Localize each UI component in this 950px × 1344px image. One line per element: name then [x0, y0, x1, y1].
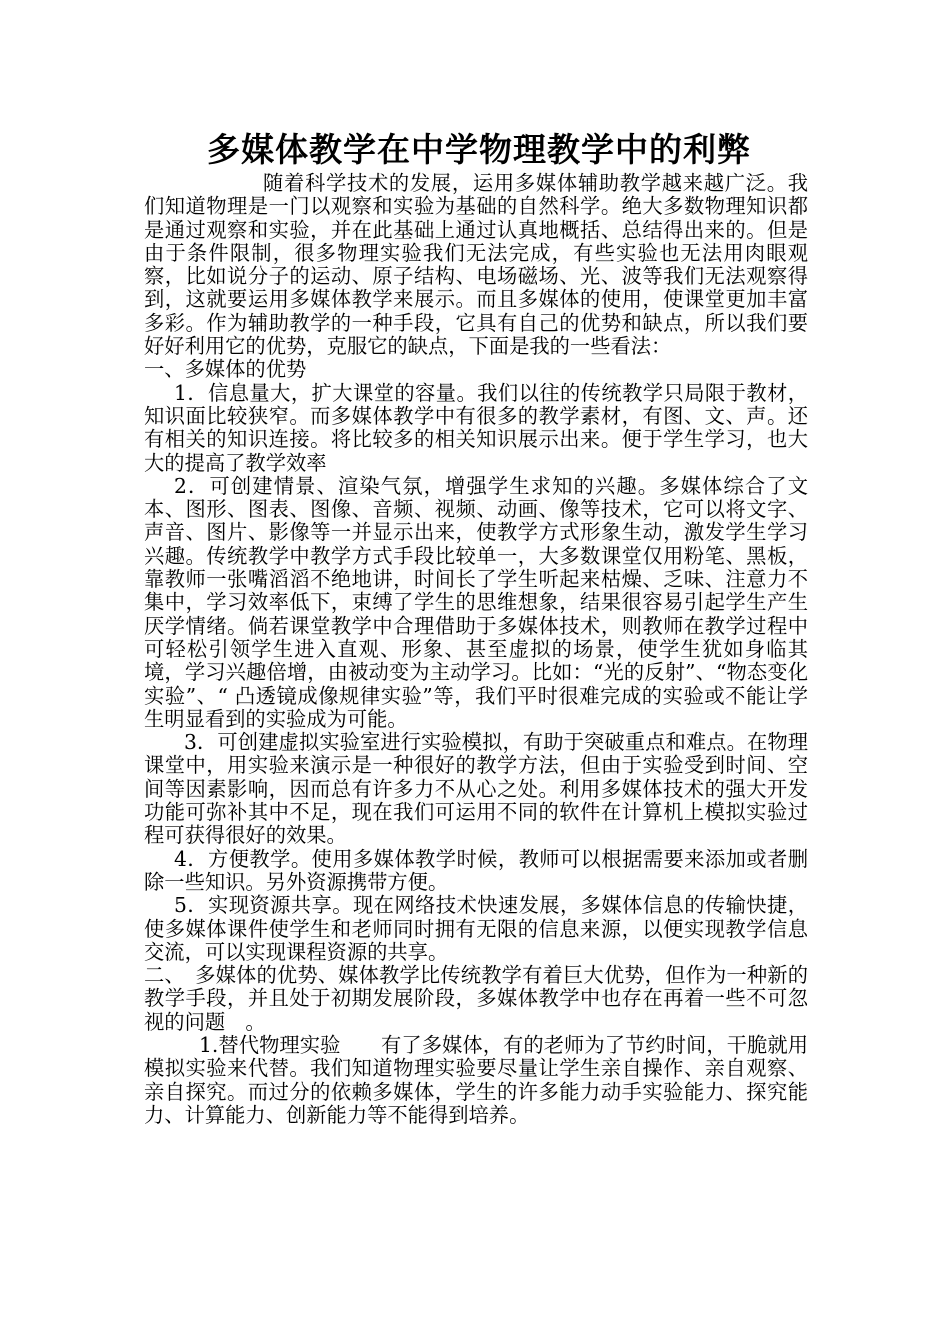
intro-paragraph: 随着科学技术的发展，运用多媒体辅助教学越来越广泛。我们知道物理是一门以观察和实验为基础的自然科学。绝大多数物理知识都是通过观察和实验，并在此基础上通过认真地概括、总结得出来的。但是由于条件限制，很多物理实验我们无法完成，有些实验也无法用肉眼观察，比如说分子的运动、原子结构、电场磁场、光、波等我们无法观察得到，这就要运用多媒体教学来展示。而且多媒体的使用，使课堂更加丰富多彩。作为辅助教学的一种手段，它具有自己的优势和缺点，所以我们要好好利用它的优势，克服它的缺点，下面是我的一些看法： [144, 171, 808, 359]
advantage-item-3: 3．可创建虚拟实验室进行实验模拟，有助于突破重点和难点。在物理课堂中，用实验来演示是一种很好的教学方法，但由于实验受到时间、空间等因素影响，因而总有许多力不从心之处。利用多媒体技术的强大开发功能可弥补其中不足，现在我们可运用不同的软件在计算机上模拟实验过程可获得很好的效果。 [144, 730, 808, 848]
disadvantage-item-1: 1.替代物理实验 有了多媒体，有的老师为了节约时间，干脆就用模拟实验来代替。我们知道物理实验要尽量让学生亲自操作、亲自观察、亲自探究。而过分的依赖多媒体，学生的许多能力动手实验能力、探究能力、计算能力、创新能力等不能得到培养。 [144, 1032, 808, 1127]
section-heading-advantages: 一、多媒体的优势 [144, 357, 307, 382]
document-page [144, 128, 808, 1127]
document-title: 多媒体教学在中学物理教学中的利弊 [207, 130, 751, 169]
advantage-item-5: 5．实现资源共享。现在网络技术快速发展，多媒体信息的传输快捷，使多媒体课件使学生和老师同时拥有无限的信息来源，以便实现教学信息交流，可以实现课程资源的共享。 [144, 893, 808, 964]
section-two-paragraph: 二、 多媒体的优势、媒体教学比传统教学有着巨大优势，但作为一种新的教学手段，并且处于初期发展阶段，多媒体教学中也存在再着一些不可忽视的问题 。 [144, 963, 808, 1034]
advantage-item-4: 4．方便教学。使用多媒体教学时候，教师可以根据需要来添加或者删除一些知识。另外资源携带方便。 [144, 846, 808, 894]
advantage-item-1: 1．信息量大，扩大课堂的容量。我们以往的传统教学只局限于教材，知识面比较狭窄。而多媒体教学中有很多的教学素材，有图、文、声。还有相关的知识连接。将比较多的相关知识展示出来。便于学生学习，也大大的提高了教学效率 [144, 380, 808, 475]
advantage-item-2: 2．可创建情景、渲染气氛，增强学生求知的兴趣。多媒体综合了文本、图形、图表、图像、音频、视频、动画、像等技术，它可以将文字、声音、图片、影像等一并显示出来，使教学方式形象生动，激发学生学习兴趣。传统教学中教学方式手段比较单一，大多数课堂仅用粉笔、黑板，靠教师一张嘴滔滔不绝地讲，时间长了学生听起来枯燥、乏味、注意力不集中，学习效率低下，束缚了学生的思维想象，结果很容易引起学生产生厌学情绪。倘若课堂教学中合理借助于多媒体技术，则教师在教学过程中可轻松引领学生进入直观、形象、甚至虚拟的场景，使学生犹如身临其境，学习兴趣倍增，由被动变为主动学习。比如：“光的反射”、“物态变化实验”、“ 凸透镜成像规律实验”等，我们平时很难完成的实验或不能让学生明显看到的实验成为可能。 [144, 473, 808, 731]
